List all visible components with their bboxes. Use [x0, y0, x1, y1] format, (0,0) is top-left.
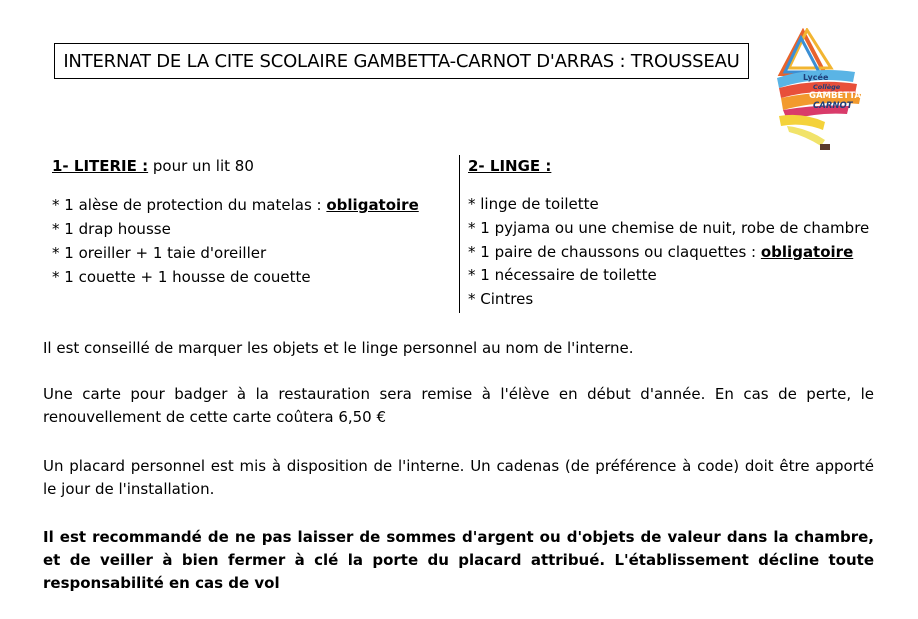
paragraph-marking: Il est conseillé de marquer les objets et le linge personnel au nom de l'interne.: [43, 339, 634, 357]
list-item: * 1 oreiller + 1 taie d'oreiller: [52, 244, 267, 262]
literie-section: [52, 155, 452, 289]
list-item: * linge de toilette: [468, 195, 599, 213]
page-title: INTERNAT DE LA CITE SCOLAIRE GAMBETTA-CARNOT D'ARRAS : TROUSSEAU: [54, 43, 749, 79]
linge-list: [468, 193, 888, 312]
paragraph-valuables-warning: Il est recommandé de ne pas laisser de sommes d'argent ou d'objets de valeur dans la chambre, et de veiller à bien fermer à clé la porte du placard attribué. L'établissement décline toute responsabilité en cas de vol: [43, 528, 874, 592]
logo-text-gambetta: GAMBETTA: [809, 91, 862, 101]
logo-text-college: Collège: [813, 83, 841, 91]
list-item: * 1 pyjama ou une chemise de nuit, robe de chambre: [468, 218, 870, 237]
literie-heading: 1- LITERIE : pour un lit 80: [52, 157, 254, 175]
literie-list: [52, 193, 452, 289]
linge-section: [468, 155, 888, 312]
school-logo: [773, 28, 869, 154]
paragraph-locker: Un placard personnel est mis à disposition de l'interne. Un cadenas (de préférence à code) doit être apporté le jour de l'installation.: [43, 457, 874, 498]
column-divider: [459, 155, 460, 313]
paragraph-badge-card: Une carte pour badger à la restauration sera remise à l'élève en début d'année. En cas de perte, le renouvellement de cette carte coûtera 6,50 €: [43, 385, 874, 426]
list-item: * 1 couette + 1 housse de couette: [52, 268, 311, 286]
list-item: * Cintres: [468, 290, 534, 309]
list-item: * 1 alèse de protection du matelas : obligatoire: [52, 196, 419, 214]
logo-text-lycee: Lycée: [803, 73, 829, 82]
linge-heading: 2- LINGE :: [468, 157, 552, 175]
list-item: * 1 drap housse: [52, 220, 171, 238]
list-item: * 1 nécessaire de toilette: [468, 266, 657, 285]
logo-text-carnot: CARNOT: [813, 101, 853, 111]
list-item: * 1 paire de chaussons ou claquettes : obligatoire: [468, 242, 854, 261]
